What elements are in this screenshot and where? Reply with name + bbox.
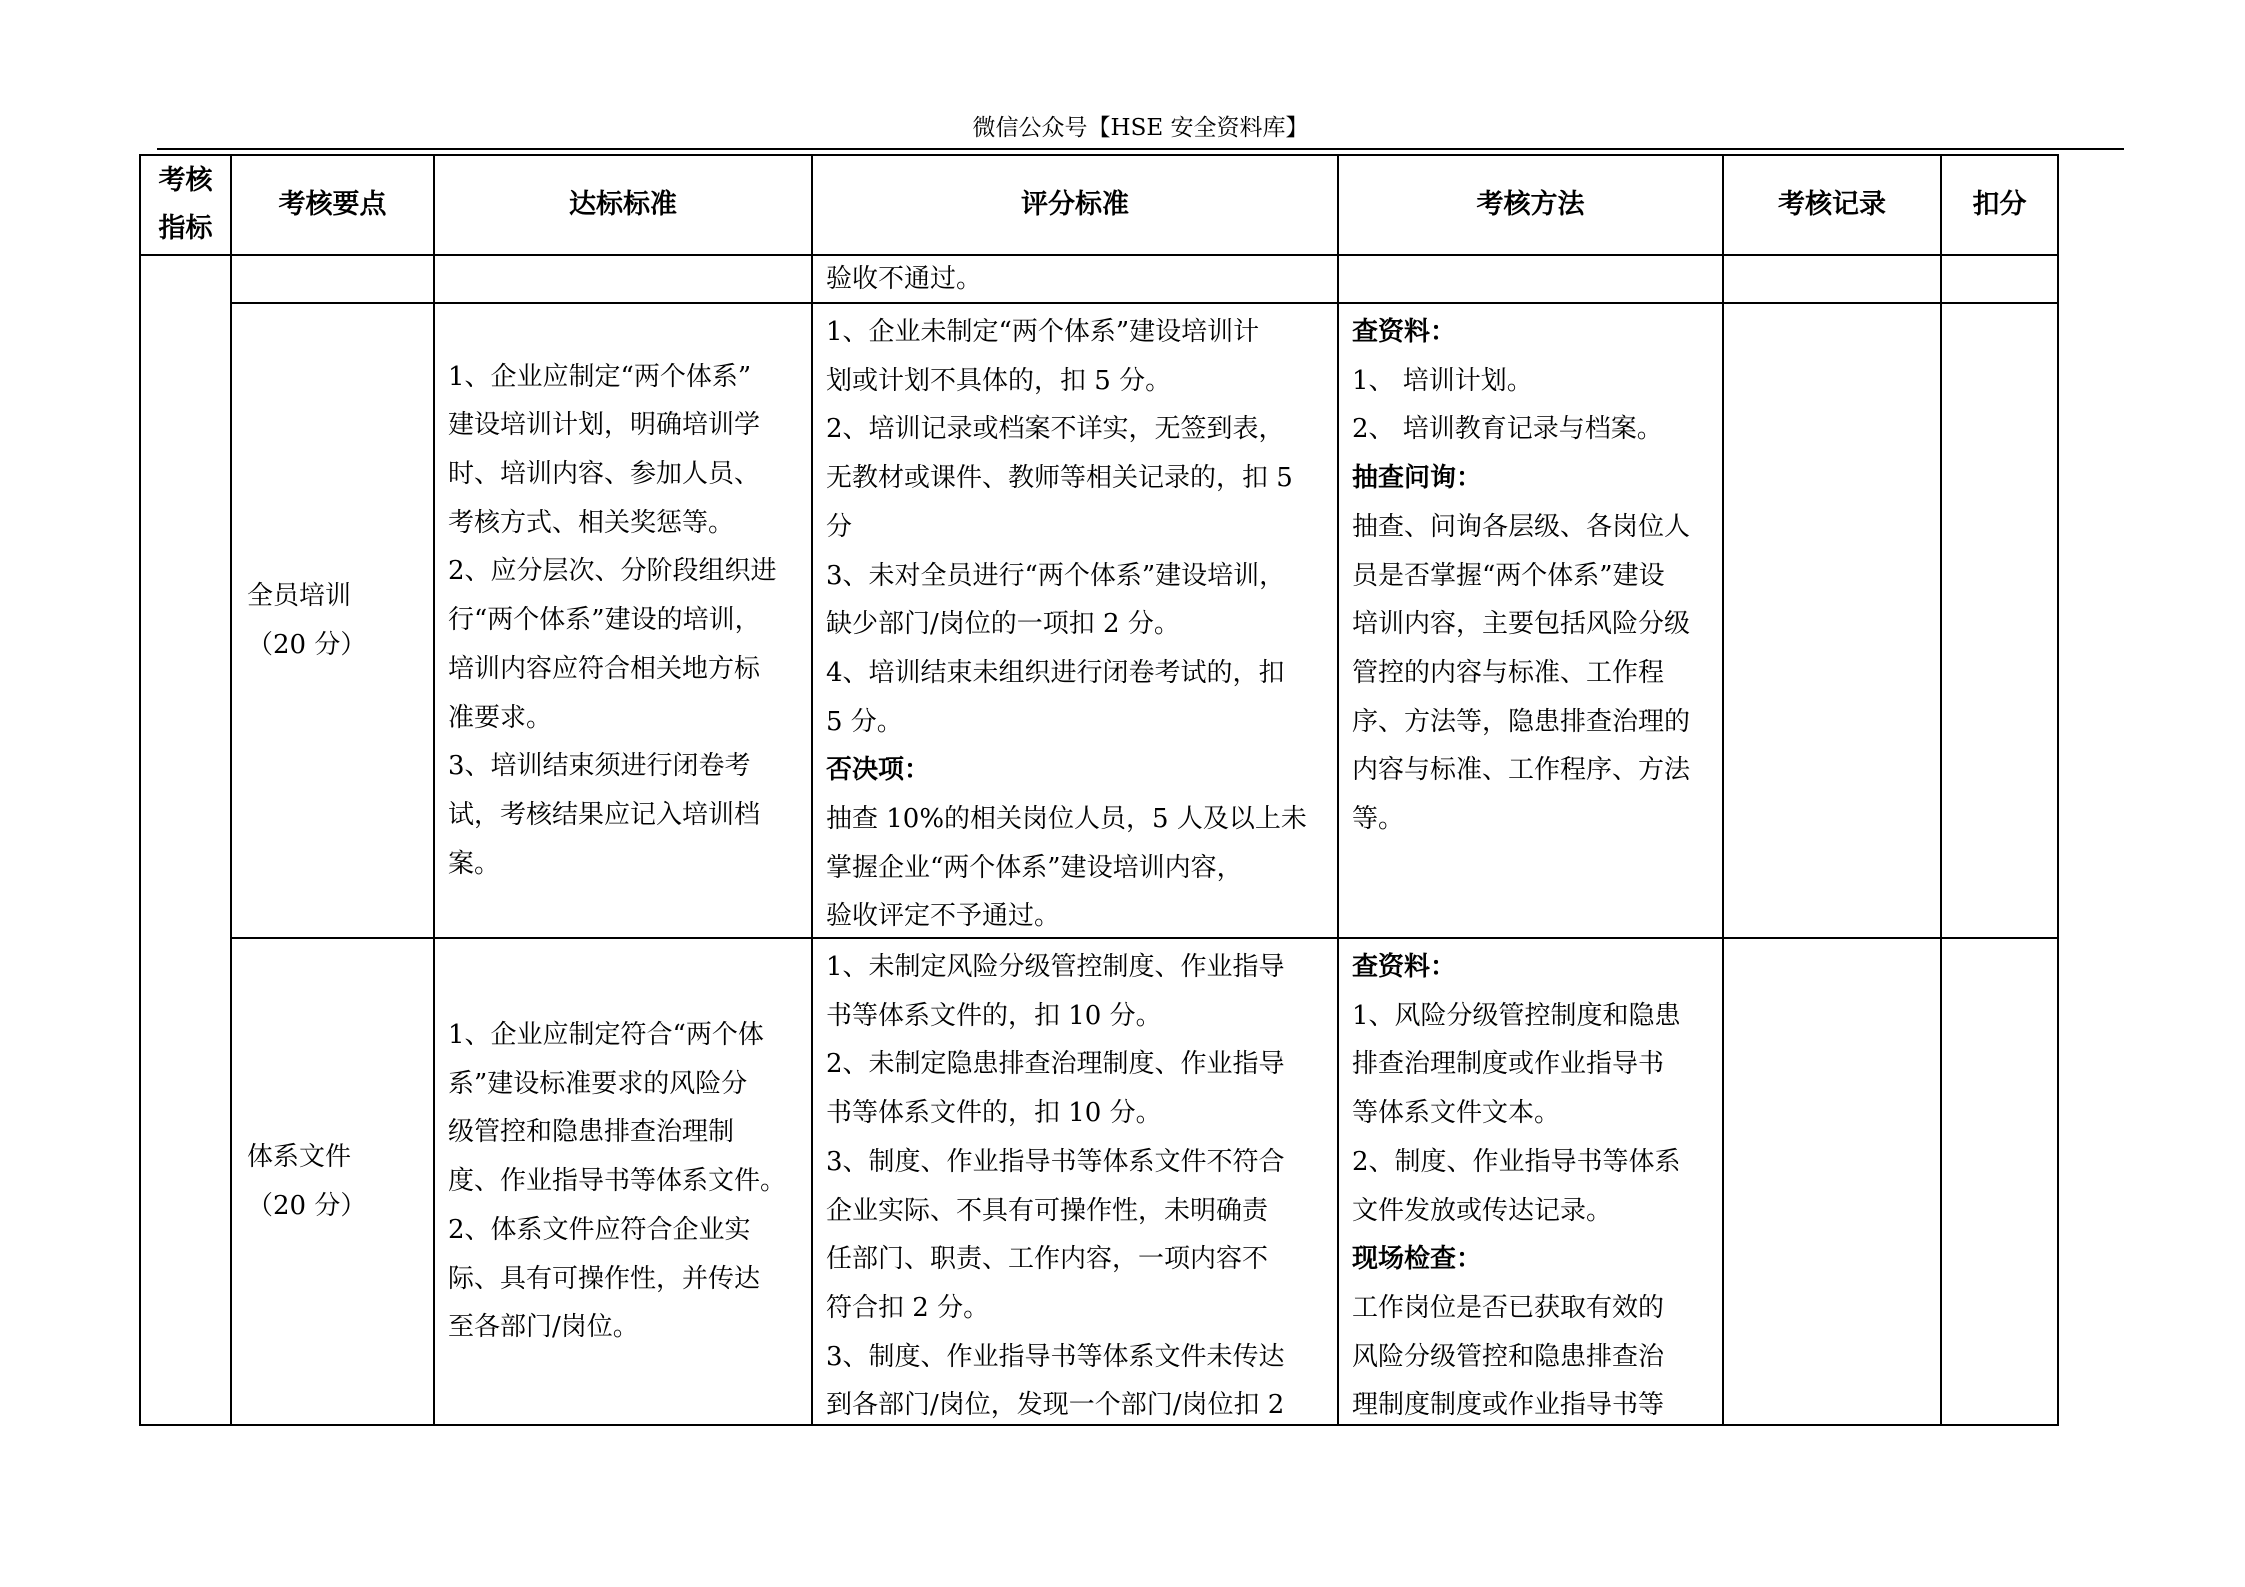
- key-point-cell: [230, 302, 435, 939]
- text-line: 序、方法等，隐患排查治理的: [1352, 706, 1691, 737]
- method-cell: [1337, 937, 1724, 1426]
- text-line: 2、 培训教育记录与档案。: [1352, 414, 1663, 445]
- header-method: [1337, 154, 1724, 256]
- text-line: 2、制度、作业指导书等体系: [1352, 1146, 1681, 1177]
- method-cell: [1337, 302, 1724, 939]
- text-line: 培训内容应符合相关地方标: [448, 653, 761, 684]
- header-indicator-line: 指标: [158, 213, 213, 244]
- header-record-label: 考核记录: [1778, 189, 1886, 220]
- text-line: 1、 培训计划。: [1352, 365, 1533, 396]
- key-point-cell: [230, 254, 435, 304]
- header-standard-label: 达标标准: [569, 189, 677, 220]
- text-line: 级管控和隐患排查治理制: [448, 1117, 735, 1148]
- key-point-title: 体系文件: [247, 1141, 352, 1172]
- text-line: 行“两个体系”建设的培训，: [448, 605, 761, 636]
- header-key-point: [230, 154, 435, 256]
- text-line: 培训内容，主要包括风险分级: [1352, 609, 1691, 640]
- text-line: 内容与标准、工作程序、方法: [1352, 755, 1691, 786]
- record-cell: [1722, 302, 1942, 939]
- text-line: 度、作业指导书等体系文件。: [448, 1166, 787, 1197]
- text-line: 2、未制定隐患排查治理制度、作业指导: [826, 1049, 1285, 1080]
- key-point-score: （20 分）: [247, 629, 367, 660]
- key-point-score: （20 分）: [247, 1190, 367, 1221]
- section-heading: 否决项：: [826, 755, 931, 786]
- text-line: 1、未制定风险分级管控制度、作业指导: [826, 952, 1285, 982]
- text-line: 系”建设标准要求的风险分: [448, 1068, 748, 1099]
- header-record: [1722, 154, 1942, 256]
- text-line: 建设培训计划，明确培训学: [448, 410, 761, 441]
- page-header-note: 微信公众号【HSE 安全资料库】: [972, 115, 1309, 141]
- text-line: 2、应分层次、分阶段组织进: [448, 556, 777, 587]
- header-deduction: [1940, 154, 2059, 256]
- text-line: 至各部门/岗位。: [448, 1312, 639, 1343]
- record-cell: [1722, 937, 1942, 1426]
- text-line: 掌握企业“两个体系”建设培训内容，: [826, 852, 1243, 883]
- section-heading: 抽查问询：: [1352, 463, 1483, 494]
- text-line: 案。: [448, 848, 501, 879]
- text-line: 4、培训结束未组织进行闭卷考试的，扣: [826, 657, 1285, 688]
- text-line: 抽查 10%的相关岗位人员，5 人及以上未: [826, 804, 1307, 835]
- text-line: 3、培训结束须进行闭卷考: [448, 751, 751, 782]
- text-line: 2、培训记录或档案不详实，无签到表，: [826, 414, 1285, 445]
- text-line: 风险分级管控和隐患排查治: [1352, 1341, 1665, 1372]
- deduction-cell: [1940, 302, 2059, 939]
- text-line: 缺少部门/岗位的一项扣 2 分。: [826, 609, 1180, 640]
- text-line: 3、制度、作业指导书等体系文件未传达: [826, 1341, 1285, 1372]
- text-line: 1、企业应制定符合“两个体: [448, 1020, 764, 1051]
- scoring-cell: [811, 937, 1339, 1426]
- text-line: 排查治理制度或作业指导书: [1352, 1049, 1665, 1080]
- text-line: 际、具有可操作性，并传达: [448, 1263, 761, 1294]
- scoring-cell: [811, 302, 1339, 939]
- header-standard: [433, 154, 813, 256]
- deduction-cell: [1940, 254, 2059, 304]
- section-heading: 查资料：: [1352, 317, 1457, 347]
- text-line: 1、企业未制定“两个体系”建设培训计: [826, 317, 1260, 347]
- text-line: 管控的内容与标准、工作程: [1352, 657, 1665, 688]
- header-indicator: [139, 154, 232, 256]
- text-line: 验收不通过。: [826, 263, 983, 294]
- deduction-cell: [1940, 937, 2059, 1426]
- text-line: 文件发放或传达记录。: [1352, 1195, 1613, 1226]
- text-line: 3、制度、作业指导书等体系文件不符合: [826, 1146, 1285, 1177]
- text-line: 企业实际、不具有可操作性，未明确责: [826, 1195, 1269, 1226]
- text-line: 理制度制度或作业指导书等: [1352, 1390, 1665, 1421]
- text-line: 工作岗位是否已获取有效的: [1352, 1292, 1665, 1323]
- standard-cell: [433, 302, 813, 939]
- section-heading: 现场检查：: [1352, 1244, 1483, 1275]
- standard-cell: [433, 254, 813, 304]
- text-line: 分: [826, 511, 853, 542]
- header-deduction-label: 扣分: [1972, 189, 2027, 220]
- header-rule: [157, 148, 2124, 150]
- text-line: 员是否掌握“两个体系”建设: [1352, 560, 1665, 591]
- header-scoring: [811, 154, 1339, 256]
- text-line: 3、未对全员进行“两个体系”建设培训，: [826, 560, 1286, 591]
- section-heading: 查资料：: [1352, 952, 1457, 982]
- header-scoring-label: 评分标准: [1021, 189, 1129, 220]
- text-line: 抽查、问询各层级、各岗位人: [1352, 511, 1691, 542]
- text-line: 符合扣 2 分。: [826, 1292, 990, 1323]
- text-line: 任部门、职责、工作内容，一项内容不: [826, 1244, 1269, 1275]
- indicator-cell: [139, 254, 232, 1426]
- header-key-point-label: 考核要点: [278, 189, 387, 220]
- text-line: 试，考核结果应记入培训档: [448, 799, 761, 830]
- text-line: 等。: [1352, 804, 1405, 835]
- text-line: 5 分。: [826, 706, 903, 737]
- text-line: 书等体系文件的，扣 10 分。: [826, 1000, 1162, 1031]
- method-cell: [1337, 254, 1724, 304]
- text-line: 划或计划不具体的，扣 5 分。: [826, 365, 1172, 396]
- record-cell: [1722, 254, 1942, 304]
- text-line: 验收评定不予通过。: [826, 901, 1061, 932]
- scoring-cell: [811, 254, 1339, 304]
- key-point-cell: [230, 937, 435, 1426]
- text-line: 到各部门/岗位，发现一个部门/岗位扣 2: [826, 1390, 1285, 1421]
- text-line: 2、体系文件应符合企业实: [448, 1214, 751, 1245]
- standard-cell: [433, 937, 813, 1426]
- text-line: 时、培训内容、参加人员、: [448, 459, 761, 490]
- text-line: 准要求。: [448, 702, 553, 733]
- header-indicator-line: 考核: [158, 165, 213, 196]
- text-line: 1、企业应制定“两个体系”: [448, 361, 752, 392]
- key-point-title: 全员培训: [247, 580, 352, 611]
- text-line: 无教材或课件、教师等相关记录的，扣 5: [826, 463, 1293, 494]
- text-line: 书等体系文件的，扣 10 分。: [826, 1098, 1162, 1129]
- text-line: 等体系文件文本。: [1352, 1098, 1561, 1129]
- header-method-label: 考核方法: [1476, 189, 1585, 220]
- text-line: 考核方式、相关奖惩等。: [448, 507, 735, 538]
- text-line: 1、风险分级管控制度和隐患: [1352, 1000, 1681, 1031]
